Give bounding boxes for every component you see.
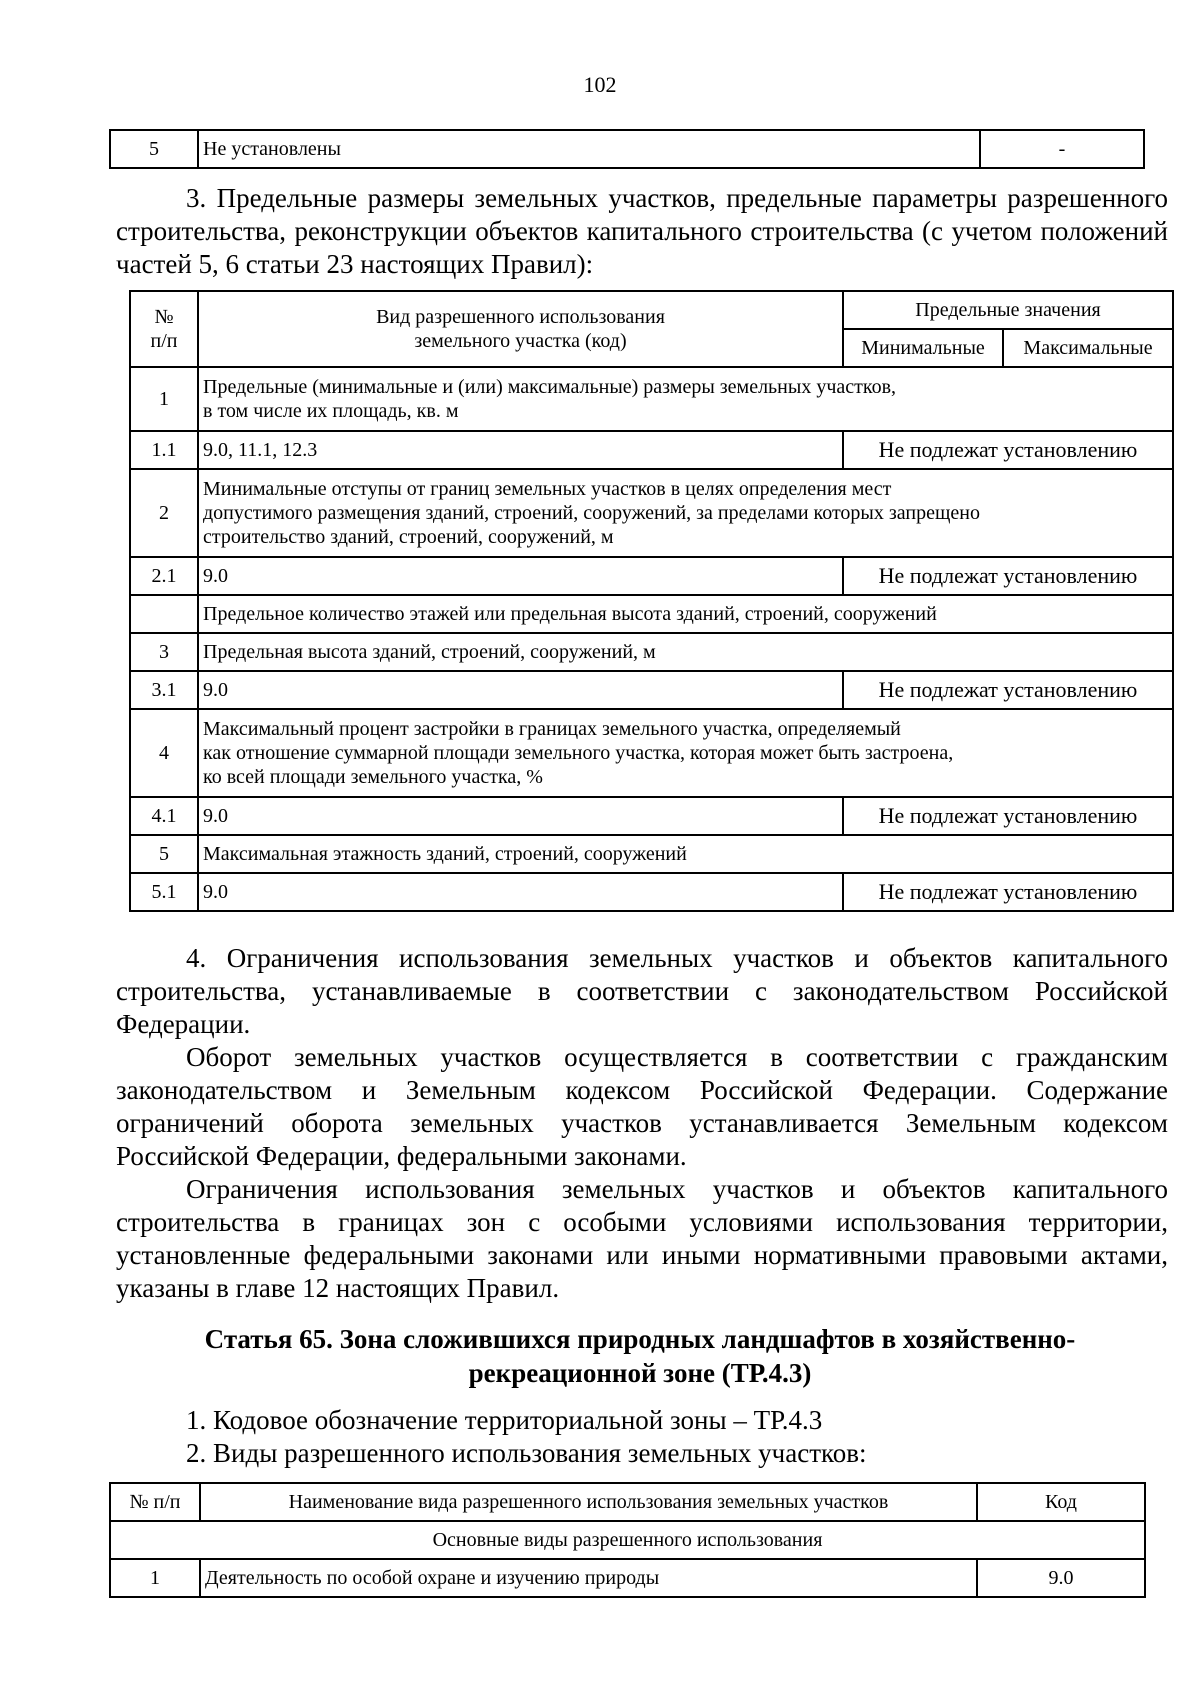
row-value: - — [980, 130, 1144, 168]
table-row — [130, 557, 1173, 595]
table-row — [130, 671, 1173, 709]
header-row — [110, 1483, 1145, 1521]
table-row — [110, 1559, 1145, 1597]
table-row — [130, 431, 1173, 469]
table-row — [130, 595, 1173, 633]
turnover-paragraph: Оборот земельных участков осуществляется в соответствии с гражданским законодательством и Земельным кодексом Российской Федерации. Содержание ограничений оборота земельных участков устанавливается Земельным кодексом Российской Федерации, федеральными законами. — [116, 1042, 1168, 1171]
row-text-line: как отношение суммарной площади земельного участка, которая может быть застроена, — [203, 742, 954, 764]
table-row — [130, 835, 1173, 873]
row-number: 5 — [110, 130, 198, 168]
row-text — [198, 709, 1173, 797]
row-code: 9.0 — [198, 797, 843, 835]
table-row — [130, 873, 1173, 911]
row-number: 5.1 — [130, 873, 198, 911]
header-num: № п/п — [110, 1483, 200, 1521]
row-number — [130, 595, 198, 633]
row-code: 9.0 — [198, 873, 843, 911]
header-max: Максимальные — [1003, 329, 1173, 367]
list-item: 1. Кодовое обозначение территориальной зоны – ТР.4.3 — [186, 1405, 823, 1435]
header-kind — [198, 291, 843, 367]
uses-table — [109, 1482, 1146, 1598]
row-text: Предельная высота зданий, строений, сооружений, м — [198, 633, 1173, 671]
row-text-line: ко всей площади земельного участка, % — [203, 766, 543, 788]
section-3-text: 3. Предельные размеры земельных участков, предельные параметры разрешенного строительства, реконструкции объектов капитального строительства (с учетом положений частей 5, 6 статьи 23 настоящих Правил): — [116, 183, 1168, 279]
row-number: 4 — [130, 709, 198, 797]
header-name: Наименование вида разрешенного использования земельных участков — [200, 1483, 977, 1521]
row-text-line: в том числе их площадь, кв. м — [203, 400, 459, 422]
row-number: 2.1 — [130, 557, 198, 595]
row-text-line: Максимальный процент застройки в границах земельного участка, определяемый — [203, 718, 901, 740]
row-text: Максимальная этажность зданий, строений, сооружений — [198, 835, 1173, 873]
restrictions-paragraph: Ограничения использования земельных участков и объектов капитального строительства в границах зон с особыми условиями использования территории, установленные федеральными законами или иными нормативными правовыми актами, указаны в главе 12 настоящих Правил. — [116, 1174, 1168, 1303]
page-number: 102 — [583, 72, 617, 97]
row-number: 3 — [130, 633, 198, 671]
limits-table — [129, 290, 1174, 912]
row-text-line: строительство зданий, строений, сооружений, м — [203, 526, 614, 548]
row-text — [198, 469, 1173, 557]
section-4-text: 4. Ограничения использования земельных участков и объектов капитального строительства, устанавливаемые в соответствии с законодательством Российской Федерации. — [116, 943, 1168, 1039]
row-number: 1.1 — [130, 431, 198, 469]
row-text-line: допустимого размещения зданий, строений, сооружений, за пределами которых запрещено — [203, 502, 980, 524]
header-limits: Предельные значения — [843, 291, 1173, 329]
row-number: 1 — [130, 367, 198, 431]
row-value: Не подлежат установлению — [843, 873, 1173, 911]
row-code: 9.0 — [198, 671, 843, 709]
list-item: 2. Виды разрешенного использования земельных участков: — [186, 1438, 867, 1468]
row-value: Не подлежат установлению — [843, 557, 1173, 595]
table-row — [130, 367, 1173, 431]
row-number: 1 — [110, 1559, 200, 1597]
table-row — [130, 469, 1173, 557]
row-value: Не подлежат установлению — [843, 797, 1173, 835]
group-label: Основные виды разрешенного использования — [110, 1521, 1145, 1559]
header-num-line2: п/п — [150, 330, 178, 352]
row-text — [198, 367, 1173, 431]
article-heading — [110, 1322, 1170, 1390]
header-num — [130, 291, 198, 367]
row-code: 9.0, 11.1, 12.3 — [198, 431, 843, 469]
row-value: Не подлежат установлению — [843, 431, 1173, 469]
header-code: Код — [977, 1483, 1145, 1521]
continuation-table — [109, 129, 1145, 169]
article-heading-line: Статья 65. Зона сложившихся природных ландшафтов в хозяйственно- — [204, 1324, 1076, 1354]
group-row — [110, 1521, 1145, 1559]
table-row — [130, 797, 1173, 835]
row-value: Не подлежат установлению — [843, 671, 1173, 709]
row-text: Предельное количество этажей или предельная высота зданий, строений, сооружений — [198, 595, 1173, 633]
header-kind-line1: Вид разрешенного использования — [376, 306, 665, 328]
row-text-line: Предельные (минимальные и (или) максимальные) размеры земельных участков, — [203, 376, 897, 398]
row-name: Деятельность по особой охране и изучению природы — [200, 1559, 977, 1597]
row-code: 9.0 — [198, 557, 843, 595]
row-code: 9.0 — [977, 1559, 1145, 1597]
row-number: 4.1 — [130, 797, 198, 835]
row-name: Не установлены — [198, 130, 980, 168]
row-number: 3.1 — [130, 671, 198, 709]
header-row — [130, 291, 1173, 329]
row-number: 5 — [130, 835, 198, 873]
table-row — [110, 130, 1144, 168]
header-num-line1: № — [154, 306, 174, 328]
header-kind-line2: земельного участка (код) — [414, 330, 627, 352]
table-row — [130, 709, 1173, 797]
row-text-line: Минимальные отступы от границ земельных участков в целях определения мест — [203, 478, 892, 500]
header-min: Минимальные — [843, 329, 1003, 367]
table-row — [130, 633, 1173, 671]
article-heading-line: рекреационной зоне (ТР.4.3) — [468, 1358, 812, 1388]
row-number: 2 — [130, 469, 198, 557]
